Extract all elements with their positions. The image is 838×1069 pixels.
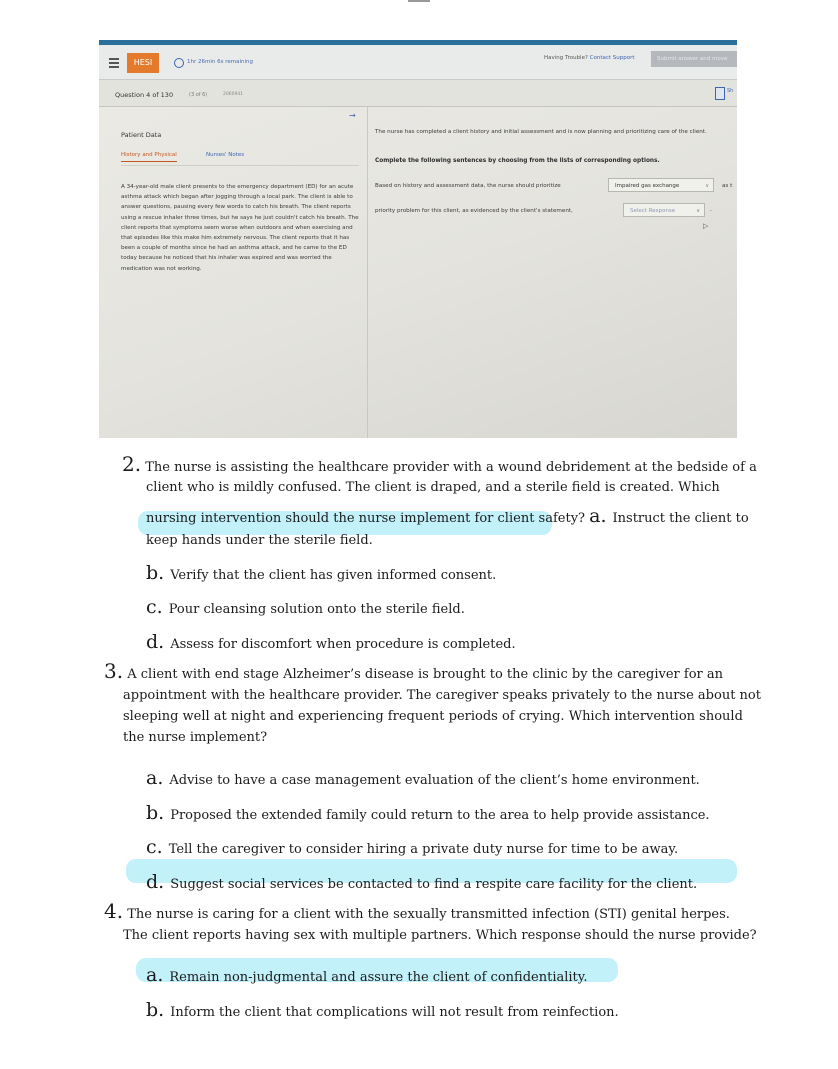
question-intro: The nurse has completed a client history and initial assessment and is now planning and prioritizing care of the client. [375, 129, 707, 135]
q2-number: 2. [122, 452, 142, 476]
q4-number: 4. [104, 899, 124, 923]
notes-icon[interactable] [715, 87, 725, 100]
exam-screen-photo [99, 40, 737, 438]
mouse-cursor-icon: ▷ [703, 222, 709, 230]
sentence-line-2: priority problem for this client, as evidenced by the client's statement, [375, 208, 573, 214]
sentence-line-1: Based on history and assessment data, the nurse should prioritize [375, 183, 561, 189]
priority-problem-value: Impaired gas exchange [615, 183, 680, 189]
q2-option-c: c. Pour cleansing solution onto the sterile field. [146, 596, 465, 618]
hesi-logo: HESI [127, 53, 159, 73]
clock-icon [174, 58, 184, 68]
client-statement-select[interactable] [623, 203, 705, 217]
page-top-mark [408, 0, 430, 2]
q4-option-a: a. Remain non-judgmental and assure the client of confidentiality. [146, 964, 588, 986]
q2-option-a-text-cont: keep hands under the sterile field. [146, 533, 373, 548]
q3-option-c: c. Tell the caregiver to consider hiring a private duty nurse for time to be away. [146, 836, 679, 858]
q2-stem-line-2: client who is mildly confused. The client is draped, and a sterile field is created. Which [146, 480, 720, 495]
q3-stem-line-3: sleeping well at night and experiencing frequent periods of crying. Which intervention should [123, 709, 743, 724]
q4-option-b: b. Inform the client that complications will not result from reinfection. [146, 999, 619, 1021]
tab-history-and-physical[interactable]: History and Physical [121, 152, 177, 162]
q2-option-d: d. Assess for discomfort when procedure is completed. [146, 631, 516, 653]
q3-stem-line-4: the nurse implement? [123, 730, 268, 745]
time-remaining: 1hr 26min 6s remaining [187, 59, 253, 65]
notes-label[interactable]: Sh [727, 88, 734, 94]
hamburger-menu-icon[interactable] [109, 58, 119, 70]
sentence-line-2-end: . [710, 206, 712, 213]
exam-navbar [99, 45, 737, 80]
question-subcounter: (3 of 6) [189, 92, 208, 98]
priority-problem-select[interactable] [608, 178, 714, 192]
tab-underline [121, 165, 359, 166]
q2-stem-line-3: nursing intervention should the nurse implement for client safety? a. Instruct the client to [146, 505, 749, 527]
question-bar [99, 80, 737, 107]
question-instruction: Complete the following sentences by choosing from the lists of corresponding options. [375, 158, 660, 164]
patient-history-text: A 34-year-old male client presents to the emergency department (ED) for an acute asthma attack which began after jogging through a local park. The client is able to answer questions, pausing every few words to catch his breath. The client reports using a rescue inhaler three times, but he says he just couldn't catch his breath. The client reports that symptoms seem worse when outdoors and when exercising and that episodes like this make him extremely nervous. The client reports that it has been a couple of months since he had an asthma attack, and he came to the ED today because he noticed that his inhaler was expired and was worried the medication was not working. [121, 184, 359, 272]
q2-option-b: b. Verify that the client has given informed consent. [146, 562, 497, 584]
patient-data-title: Patient Data [121, 131, 162, 139]
q3-stem-line-1: 3. A client with end stage Alzheimer’s disease is brought to the clinic by the caregiver for an [104, 659, 724, 683]
question-counter: Question 4 of 130 [115, 91, 174, 99]
help-text: Having Trouble? Contact Support [544, 55, 635, 61]
collapse-arrow-icon[interactable]: → [349, 111, 356, 120]
q3-number: 3. [104, 659, 124, 683]
q3-option-a: a. Advise to have a case management evaluation of the client’s home environment. [146, 767, 700, 789]
chevron-down-icon: ∨ [696, 208, 700, 214]
chevron-down-icon: ∨ [705, 183, 709, 189]
q2-option-a-text: Instruct the client to [612, 511, 749, 526]
client-statement-value: Select Response [630, 208, 676, 214]
q2-stem-line-1: 2. The nurse is assisting the healthcare provider with a wound debridement at the bedside of a [122, 452, 757, 476]
q4-stem-line-1: 4. The nurse is caring for a client with the sexually transmitted infection (STI) genital herpes. [104, 899, 730, 923]
q3-option-b: b. Proposed the extended family could return to the area to help provide assistance. [146, 802, 710, 824]
q2-option-a-letter: a. [589, 505, 607, 527]
tab-nurses-notes[interactable]: Nurses' Notes [206, 152, 245, 158]
sentence-line-1-end: as t [722, 183, 733, 189]
q3-stem-line-2: appointment with the healthcare provider. The caregiver speaks privately to the nurse about not [123, 688, 761, 703]
q3-option-d: d. Suggest social services be contacted to find a respite care facility for the client. [146, 871, 698, 893]
q4-stem-line-2: The client reports having sex with multiple partners. Which response should the nurse provide? [123, 928, 757, 943]
submit-answer-button[interactable]: Submit answer and move [651, 51, 737, 67]
question-id: 2060941 [223, 92, 244, 97]
contact-support-link[interactable]: Contact Support [589, 55, 635, 61]
panel-divider [367, 106, 368, 438]
